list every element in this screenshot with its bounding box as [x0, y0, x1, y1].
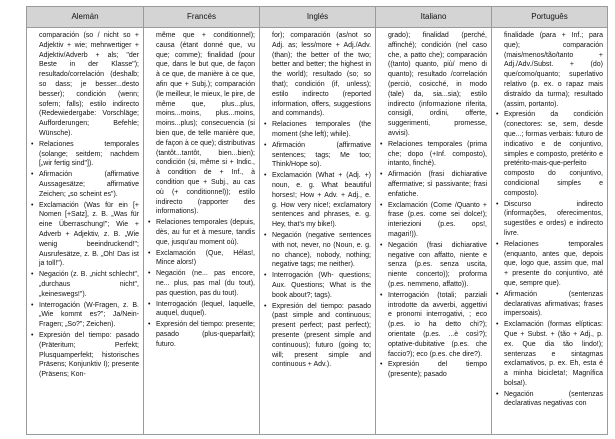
bullet-paragraph: • Expresión del tiempo: pasado (Präteritum; Perfekt; Plusquamperfekt; historisches Präsens; Konjunktiv I); presente (Präsens; Kon- — [31, 331, 139, 380]
column-ingles — [260, 28, 375, 434]
bullet-paragraph: • Afirmación (sentenzas declarativas afirmativas; frases impersoais). — [496, 290, 603, 319]
bullet-paragraph: • Negación (frasi dichiarative negative con affatto, niente e senza (p.es. senza uscita, niente concerto)); proforma (p.es. nemmeno, affatto)). — [380, 241, 487, 290]
bullet-paragraph: • Relaciones temporales (solange; seitdem; nachdem [„wir fertig sind"]). — [31, 140, 139, 169]
bullet-paragraph: • Exclamación (Que, Hélas!, Mince alors!) — [148, 249, 255, 269]
bullet-paragraph: • Expresión del tiempo: presente; pasado (plus-queparfait); futuro. — [148, 320, 255, 349]
bullet-paragraph: • Exclamación (Was für ein [+ Nomen [+Satz], z. B. „Was für eine Überraschung!"; Wie + Adverb + Adjektiv, z. B. „Wie wenig beeindruckend!"; Ausrufesätze, z. B. „Oh! Das ist ja toll!"). — [31, 201, 139, 270]
bullet-paragraph: • Interrogación (totali; parziali introdotte da avverbi, aggettivi e pronomi interrogativi, ; eco (p.es. io ha detto chi?); orientate (p.es. ...è così?); optative-dubitative (p.es. che faccio?); eco (p.es. che dire?). — [380, 291, 487, 360]
continued-paragraph: grado); finalidad (perché, affinché); condición (nel caso che, a patto che); comparación ((tanto) quanto, più/ meno di quanto); resultado /correlación (perciò, cosicché, in modo (tale) da, sia...sia); estilo indirecto (informazione riferita, consigli, ordini, offerte, suggerimenti, promesse, avvisi). — [388, 32, 487, 137]
header-frances: Francés — [187, 12, 216, 21]
bullet-paragraph: • Relaciones temporales (the moment (she left); while). — [264, 120, 371, 140]
header-ingles: Inglés — [306, 12, 329, 21]
bullet-paragraph: • Expresión del tiempo (presente); pasado — [380, 360, 487, 380]
continued-paragraph: finalidade (para + Inf.; para que); comparación (mais/menos/tão/tanto + Adj./Adv./Subst. + (do) que/como/quanto; superlativo relativo (p. ex. o rapaz mais distraído da turma); resultado (assim, portanto). — [504, 32, 603, 108]
header-aleman: Alemán — [71, 12, 99, 21]
bullet-paragraph: • Negación (ne... pas encore, ne... plus, pas mal (du tout), pas question, pas du tout). — [148, 269, 255, 298]
continued-paragraph: comparación (so / nicht so + Adjektiv + wie; mehrwertiger + Adjektiv/Adverb + als; "der Beste in der Klasse"); resultado/correlación (deshalb; so dass; je besser...desto besser); condición (wenn; sofern; falls); estilo indirecto (Redewiedergabe: Vorschläge; Aufforderungen; Befehle; Wünsche). — [39, 32, 139, 137]
bullet-paragraph: • Interrogación (W-Fragen, z. B. „Wie kommt es?"; Ja/Nein-Fragen; „So?"; Zeichen). — [31, 301, 139, 330]
bullet-paragraph: • Expresión del tiempo: pasado (past simple and continuous; present perfect; past perfect); presente (present simple and continuous); futuro (going to; will; present simple and continuous + Adv.). — [264, 302, 371, 371]
bullet-paragraph: • Negación (sentenzas declarativas negativas con — [496, 390, 603, 410]
bullet-paragraph: • Afirmación (affirmative sentences; tags; Me too; Think/Hope so). — [264, 141, 371, 170]
bullet-paragraph: • Exclamación (formas elípticas: Que + Subst. + (tão + Adj., p. ex. Que dia tão lindo!); sentenzas e sintagmas exclamativos, p. ex. Eh, esta é a minha bicicleta!; Magnífica bolsa!). — [496, 320, 603, 389]
column-frances — [144, 28, 259, 434]
bullet-paragraph: • Afirmación (frasi dichiarative affermative; sì passivante; frasi enfatiche. — [380, 170, 487, 199]
bullet-paragraph: • Interrogación (lequel, laquelle, auquel, duquel). — [148, 300, 255, 320]
bullet-paragraph: • Interrogación (Wh- questions; Aux. Questions; What is the book about?; tags). — [264, 271, 371, 300]
bullet-paragraph: • Negación (negative sentences with not, never, no (Noun, e. g. no chance), nobody, nothing; negative tags; me neither). — [264, 231, 371, 270]
bullet-paragraph: • Relaciones temporales (depuis, dès, au fur et à mesure, tandis que, jusqu'au moment où). — [148, 218, 255, 247]
bullet-paragraph: • Discurso indirecto (informações, oferecimentos, sugestões e ordes) e indirecto livre. — [496, 200, 603, 239]
column-portugues — [492, 28, 607, 434]
bullet-paragraph: • Exclamación (Come /Quanto + frase (p.es. come sei dolce!); interiezioni (p.es. ops!, magari!)). — [380, 201, 487, 240]
continued-paragraph: for); comparación (as/not so Adj. as; less/more + Adj./Adv. (than); the better of the two; better and better; the highest in the world); resultado (so; so that); condición (if, unless); estilo indirecto (reported information, offers, suggestions and commands). — [272, 32, 371, 118]
header-italiano: Italiano — [420, 12, 447, 21]
header-portugues: Português — [531, 12, 568, 21]
continued-paragraph: même que + conditionnel); causa (étant donné que, vu que; comme); finalidad (pour que, dans le but que, de façon à ce que, de manière à ce que, afin que + Subj.); comparación (le meilleur, le mieux, le pire, de même que, plus...plus, moins...moins, plus...moins, moins...plus); consecuencia (si bien que, de telle manière que, de façon à ce que); distributivas (tantôt...tantôt, bien...bien); condición (si, même si + Indic., à condition de + Inf., à condition que + Subj., au cas où (+ conditionnel)); estilo indirecto (rapporter des informations). — [156, 32, 255, 216]
column-italiano — [376, 28, 491, 434]
bullet-paragraph: • Exclamación (What + (Adj. +) noun, e. g. What beautiful horses!; How + Adv. + Adj., e. g. How very nice!; exclamatory sentences and phrases, e. g. Hey, that's my bike!). — [264, 171, 371, 230]
bullet-paragraph: • Negación (z. B. „nicht schlecht", „durchaus nicht", „keineswegs!"). — [31, 270, 139, 299]
bullet-paragraph: • Afirmación (affirmative Aussagesätze; affirmative Zeichen; „so scheint es"). — [31, 170, 139, 199]
bullet-paragraph: • Expresión da condición (conectores: se, sem, desde que...; formas verbais: futuro de indicativo e de conjuntivo, simples e composto, pretérito e pretérito-mais-que-perfeito composto do conjuntivo, condicional simples e composto). — [496, 110, 603, 198]
bullet-paragraph: • Relaciones temporales (enquanto, antes que, depois que, logo que, assim que, mal + presente do conjuntivo, até que, sempre que). — [496, 240, 603, 289]
comparison-table — [26, 6, 608, 435]
table-header-row — [27, 7, 607, 28]
bullet-paragraph: • Relaciones temporales (prima che; dopo (+Inf. composto), intanto, finché). — [380, 140, 487, 169]
column-aleman — [27, 28, 143, 434]
